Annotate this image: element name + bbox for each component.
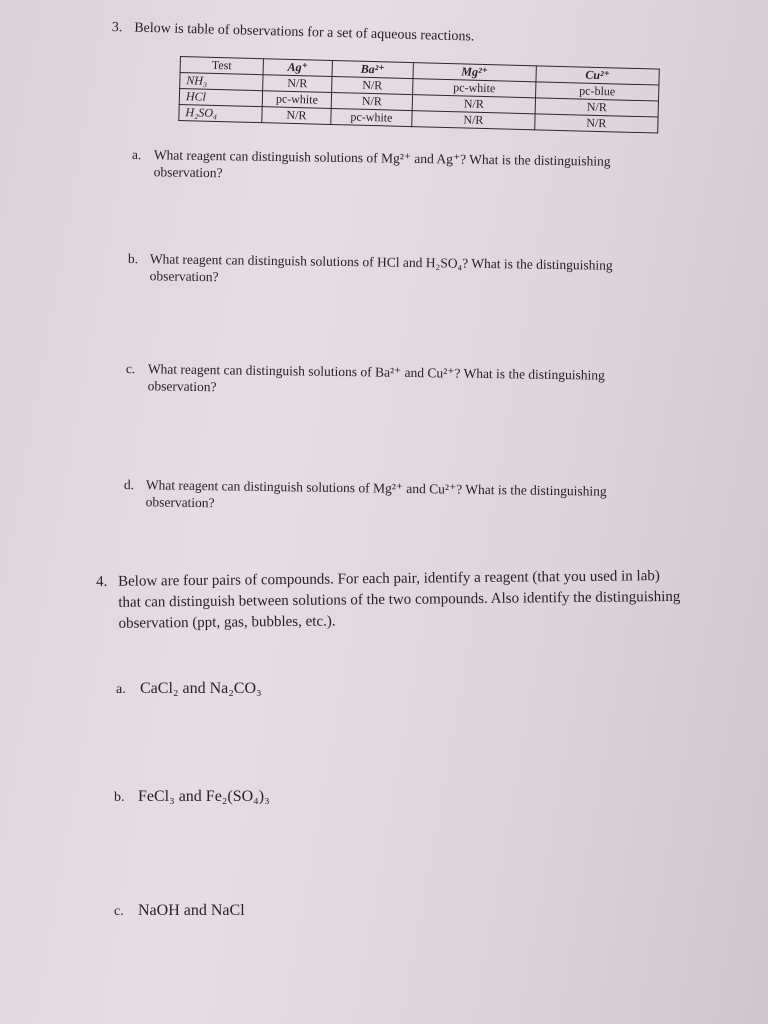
question-text-continued: observation (ppt, gas, bubbles, etc.). [118, 613, 336, 632]
table-cell: N/R [412, 111, 535, 130]
table-cell: pc-white [331, 108, 412, 126]
part-letter: c. [114, 904, 124, 919]
column-header: Ag⁺ [263, 59, 332, 77]
part-text-continued: observation? [153, 164, 223, 181]
part-text: What reagent can distinguish solutions of Mg²⁺ and Cu²⁺? What is the distinguishing [145, 477, 607, 499]
table-corner-cell: Test [180, 57, 263, 75]
part-text-continued: observation? [149, 268, 219, 285]
table-cell: pc-white [413, 79, 536, 98]
question-text: Below are four pairs of compounds. For each pair, identify a reagent (that you used in lab) [118, 568, 660, 590]
part-letter: a. [131, 146, 142, 163]
table-cell: N/R [535, 114, 658, 133]
compound-pair: FeCl₃ and Fe₂(SO₄)₃ [138, 788, 270, 805]
part-letter: d. [123, 476, 135, 493]
part-letter: b. [127, 250, 139, 267]
part-text: What reagent can distinguish solutions of Mg²⁺ and Ag⁺? What is the distinguishing [153, 147, 611, 169]
question-number: 3. [111, 20, 123, 36]
question-3b [128, 250, 613, 291]
question-4a [116, 680, 262, 698]
question-4b [114, 788, 270, 806]
row-header: H₂SO₄ [179, 104, 262, 122]
question-text-continued: that can distinguish between solutions of the two compounds. Also identify the distinguishing [118, 588, 681, 611]
question-3c [126, 360, 605, 401]
table-cell: N/R [535, 98, 658, 117]
compound-pair: NaOH and NaCl [138, 902, 245, 919]
part-text: What reagent can distinguish solutions of HCl and H₂SO₄? What is the distinguishing [149, 251, 613, 273]
part-text-continued: observation? [147, 378, 217, 395]
table-cell: N/R [263, 75, 332, 93]
compound-pair: CaCl₂ and Na₂CO₃ [140, 680, 262, 697]
question-number: 4. [96, 573, 108, 590]
table-cell: N/R [331, 92, 412, 110]
question-3-title [112, 20, 475, 45]
table-cell: N/R [262, 107, 331, 125]
part-text: What reagent can distinguish solutions of Ba²⁺ and Cu²⁺? What is the distinguishing [147, 361, 605, 383]
table-cell: pc-blue [536, 82, 659, 101]
row-header: HCl [179, 89, 262, 107]
part-letter: c. [125, 360, 136, 377]
column-header: Ba²⁺ [332, 60, 413, 78]
question-4 [96, 566, 681, 635]
row-header: NH₃ [180, 73, 263, 91]
table-cell: N/R [412, 95, 535, 114]
question-3d [124, 476, 607, 517]
part-letter: b. [114, 790, 125, 805]
column-header: Cu²⁺ [536, 66, 659, 85]
question-4c [114, 902, 245, 920]
table-cell: N/R [332, 76, 413, 94]
question-3a [132, 146, 611, 187]
question-text: Below is table of observations for a set of aqueous reactions. [134, 20, 475, 45]
part-text-continued: observation? [145, 494, 215, 511]
table-cell: pc-white [262, 91, 331, 109]
part-letter: a. [116, 682, 126, 697]
column-header: Mg²⁺ [413, 63, 536, 82]
observations-table [178, 56, 660, 134]
